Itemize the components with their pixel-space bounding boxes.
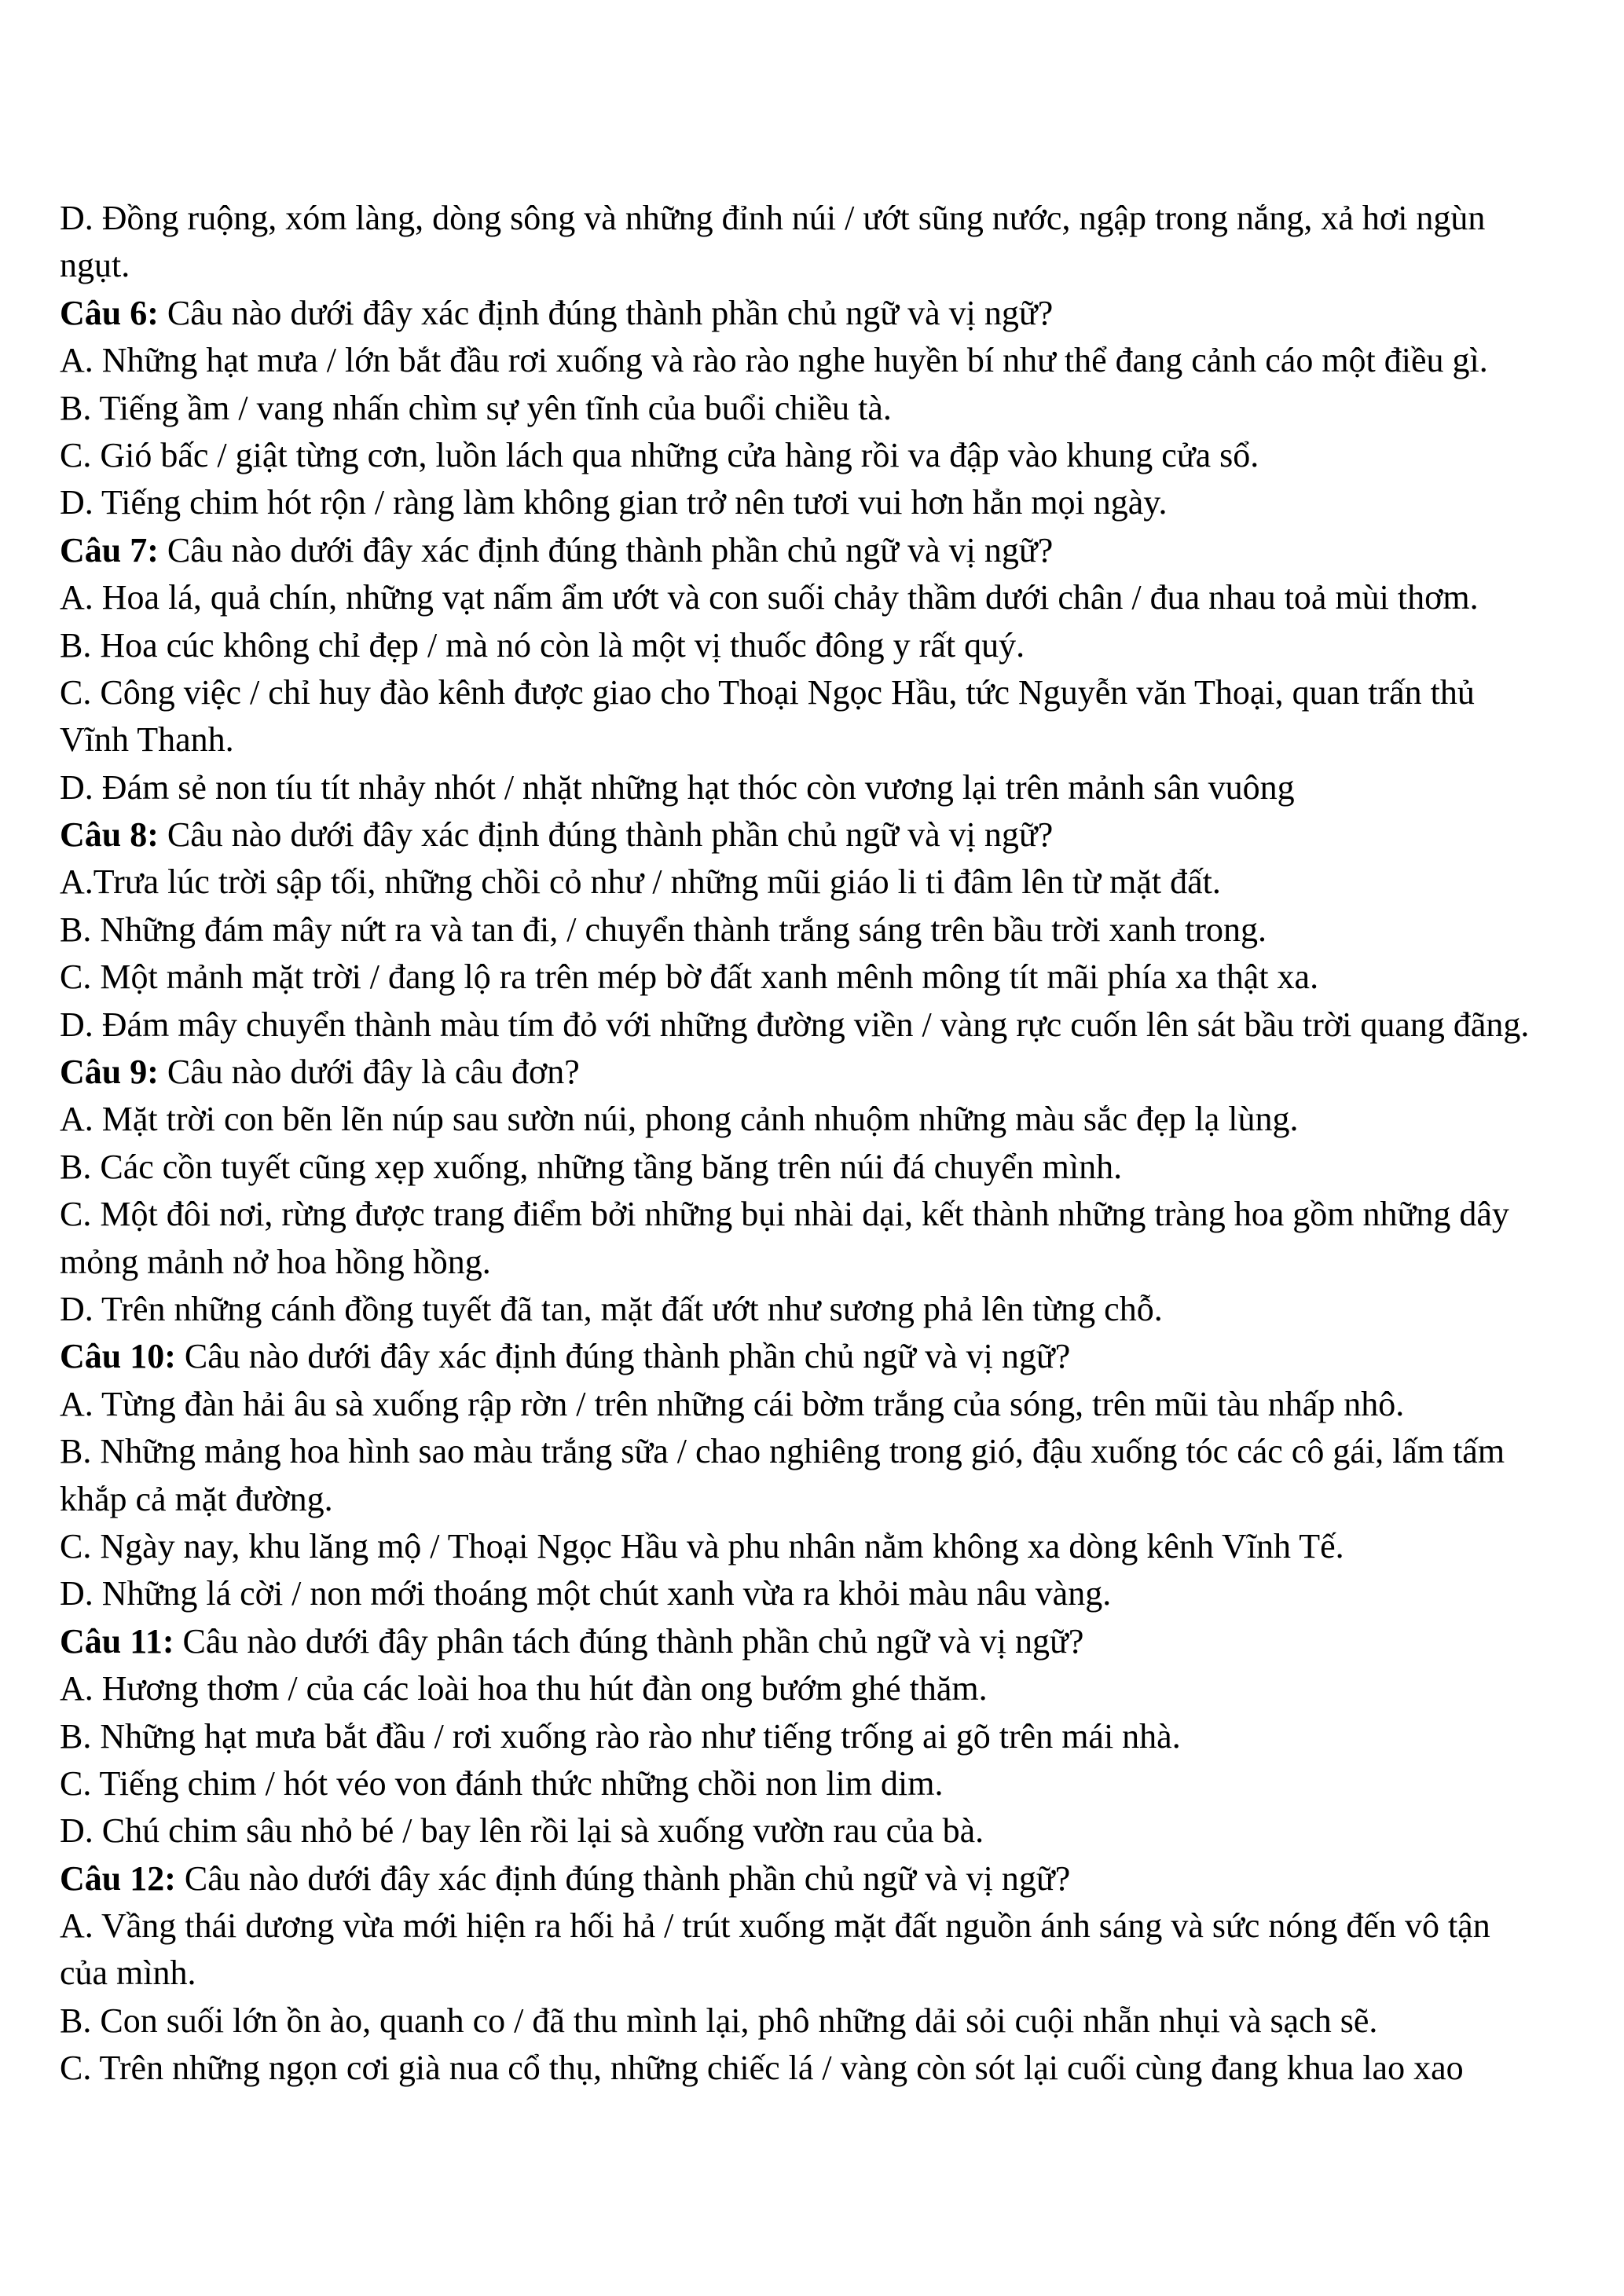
line-text: D. Tiếng chim hót rộn / ràng làm không gian trở nên tươi vui hơn hẳn mọi ngày. [60,483,1168,522]
text-line [60,1760,1592,1807]
text-line [60,385,1592,432]
text-line [60,1096,1592,1143]
line-text: của mình. [60,1954,196,1993]
text-line [60,764,1592,811]
text-line [60,622,1592,669]
question-heading [60,1618,1592,1665]
text-line [60,1002,1592,1049]
line-text: C. Ngày nay, khu lăng mộ / Thoại Ngọc Hầu và phu nhân nằm không xa dòng kênh Vĩnh Tế. [60,1526,1344,1565]
line-text: A. Từng đàn hải âu sà xuống rập rờn / trên những cái bờm trắng của sóng, trên mũi tàu nhấp nhô. [60,1384,1405,1423]
line-text: C. Tiếng chim / hót véo von đánh thức những chồi non lim dim. [60,1763,944,1803]
line-text: khắp cả mặt đường. [60,1479,333,1518]
line-text: Câu nào dưới đây xác định đúng thành phần chủ ngữ và vị ngữ? [175,1858,1071,1898]
question-label: Câu 9: [60,1053,159,1092]
question-heading [60,811,1592,859]
line-text: Câu nào dưới đây xác định đúng thành phần chủ ngữ và vị ngữ? [158,815,1054,855]
line-text: C. Gió bấc / giật từng cơn, luồn lách qua những cửa hàng rồi va đập vào khung cửa sổ. [60,435,1259,474]
line-text: D. Đám sẻ non tíu tít nhảy nhót / nhặt những hạt thóc còn vương lại trên mảnh sân vuông [60,767,1295,807]
question-label: Câu 10: [60,1337,176,1376]
question-label: Câu 7: [60,530,159,569]
line-text: A. Hoa lá, quả chín, những vạt nấm ẩm ướt và con suối chảy thầm dưới chân / đua nhau toả mùi thơm. [60,578,1479,617]
line-text: D. Trên những cánh đồng tuyết đã tan, mặt đất ướt như sương phả lên từng chỗ. [60,1289,1163,1328]
text-line [60,1191,1592,1238]
text-line [60,1713,1592,1760]
text-line [60,1239,1592,1286]
text-line [60,1523,1592,1570]
question-label: Câu 11: [60,1621,174,1661]
text-line [60,1144,1592,1191]
line-text: B. Hoa cúc không chỉ đẹp / mà nó còn là một vị thuốc đông y rất quý. [60,625,1025,665]
line-text: D. Những lá cời / non mới thoáng một chút xanh vừa ra khỏi màu nâu vàng. [60,1574,1112,1613]
text-line [60,1476,1592,1523]
text-line [60,716,1592,764]
text-line [60,906,1592,954]
line-text: Câu nào dưới đây xác định đúng thành phần chủ ngữ và vị ngữ? [175,1337,1071,1376]
text-line [60,859,1592,906]
text-line [60,1286,1592,1333]
text-line [60,2045,1592,2092]
text-line [60,669,1592,716]
text-line [60,337,1592,384]
question-heading [60,290,1592,337]
line-text: C. Trên những ngọn cơi già nua cổ thụ, những chiếc lá / vàng còn sót lại cuối cùng đang khua lao xao [60,2049,1464,2088]
line-text: Câu nào dưới đây phân tách đúng thành phần chủ ngữ và vị ngữ? [174,1621,1084,1661]
text-line [60,1665,1592,1712]
line-text: A.Trưa lúc trời sập tối, những chồi cỏ như / những mũi giáo li ti đâm lên từ mặt đất. [60,862,1221,902]
question-heading [60,1855,1592,1902]
question-label: Câu 6: [60,293,159,332]
text-line [60,1428,1592,1475]
line-text: C. Một đôi nơi, rừng được trang điểm bởi những bụi nhài dại, kết thành những tràng hoa gồm những dây [60,1195,1509,1234]
line-text: D. Đám mây chuyển thành màu tím đỏ với những đường viền / vàng rực cuốn lên sát bầu trời quang đãng. [60,1005,1530,1044]
line-text: C. Một mảnh mặt trời / đang lộ ra trên mép bờ đất xanh mênh mông tít mãi phía xa thật xa. [60,958,1319,997]
line-text: A. Những hạt mưa / lớn bắt đầu rơi xuống và rào rào nghe huyền bí như thể đang cảnh cáo một điều gì. [60,341,1488,380]
line-text: B. Những hạt mưa bắt đầu / rơi xuống rào rào như tiếng trống ai gõ trên mái nhà. [60,1716,1181,1756]
question-label: Câu 12: [60,1858,176,1898]
line-text: Câu nào dưới đây là câu đơn? [158,1053,580,1092]
document-page [60,195,1592,2093]
line-text: B. Tiếng ầm / vang nhấn chìm sự yên tĩnh của buổi chiều tà. [60,388,892,427]
line-text: D. Chú chim sâu nhỏ bé / bay lên rồi lại sà xuống vườn rau của bà. [60,1811,984,1851]
line-text: ngụt. [60,246,130,285]
text-line [60,1902,1592,1950]
line-text: Câu nào dưới đây xác định đúng thành phần chủ ngữ và vị ngữ? [158,530,1054,569]
line-text: Vĩnh Thanh. [60,720,234,760]
question-heading [60,527,1592,574]
line-text: B. Con suối lớn ồn ào, quanh co / đã thu mình lại, phô những dải sỏi cuội nhẵn nhụi và sạch sẽ. [60,2001,1378,2040]
text-line [60,954,1592,1001]
line-text: mỏng mảnh nở hoa hồng hồng. [60,1242,491,1281]
line-text: A. Vầng thái dương vừa mới hiện ra hối hả / trút xuống mặt đất nguồn ánh sáng và sức nóng đến vô tận [60,1906,1490,1946]
text-line [60,1998,1592,2045]
line-text: B. Những mảng hoa hình sao màu trắng sữa / chao nghiêng trong gió, đậu xuống tóc các cô gái, lấm tấm [60,1432,1505,1471]
text-line [60,574,1592,621]
line-text: B. Các cồn tuyết cũng xẹp xuống, những tầng băng trên núi đá chuyển mình. [60,1147,1123,1186]
question-heading [60,1333,1592,1380]
line-text: D. Đồng ruộng, xóm làng, dòng sông và những đỉnh núi / ướt sũng nước, ngập trong nắng, xả hơi ngùn [60,199,1486,237]
text-line [60,1570,1592,1617]
text-line [60,1381,1592,1428]
text-line [60,1950,1592,1997]
line-text: A. Hương thơm / của các loài hoa thu hút đàn ong bướm ghé thăm. [60,1669,988,1708]
line-text: C. Công việc / chỉ huy đào kênh được giao cho Thoại Ngọc Hầu, tức Nguyễn văn Thoại, quan trấn thủ [60,672,1475,712]
line-text: B. Những đám mây nứt ra và tan đi, / chuyển thành trắng sáng trên bầu trời xanh trong. [60,910,1267,949]
question-heading [60,1049,1592,1096]
text-line [60,195,1592,242]
line-text: A. Mặt trời con bẽn lẽn núp sau sườn núi, phong cảnh nhuộm những màu sắc đẹp lạ lùng. [60,1100,1299,1139]
line-text: Câu nào dưới đây xác định đúng thành phần chủ ngữ và vị ngữ? [158,293,1054,332]
text-line [60,1807,1592,1855]
question-label: Câu 8: [60,815,159,855]
text-line [60,479,1592,526]
text-line [60,242,1592,289]
text-line [60,432,1592,479]
